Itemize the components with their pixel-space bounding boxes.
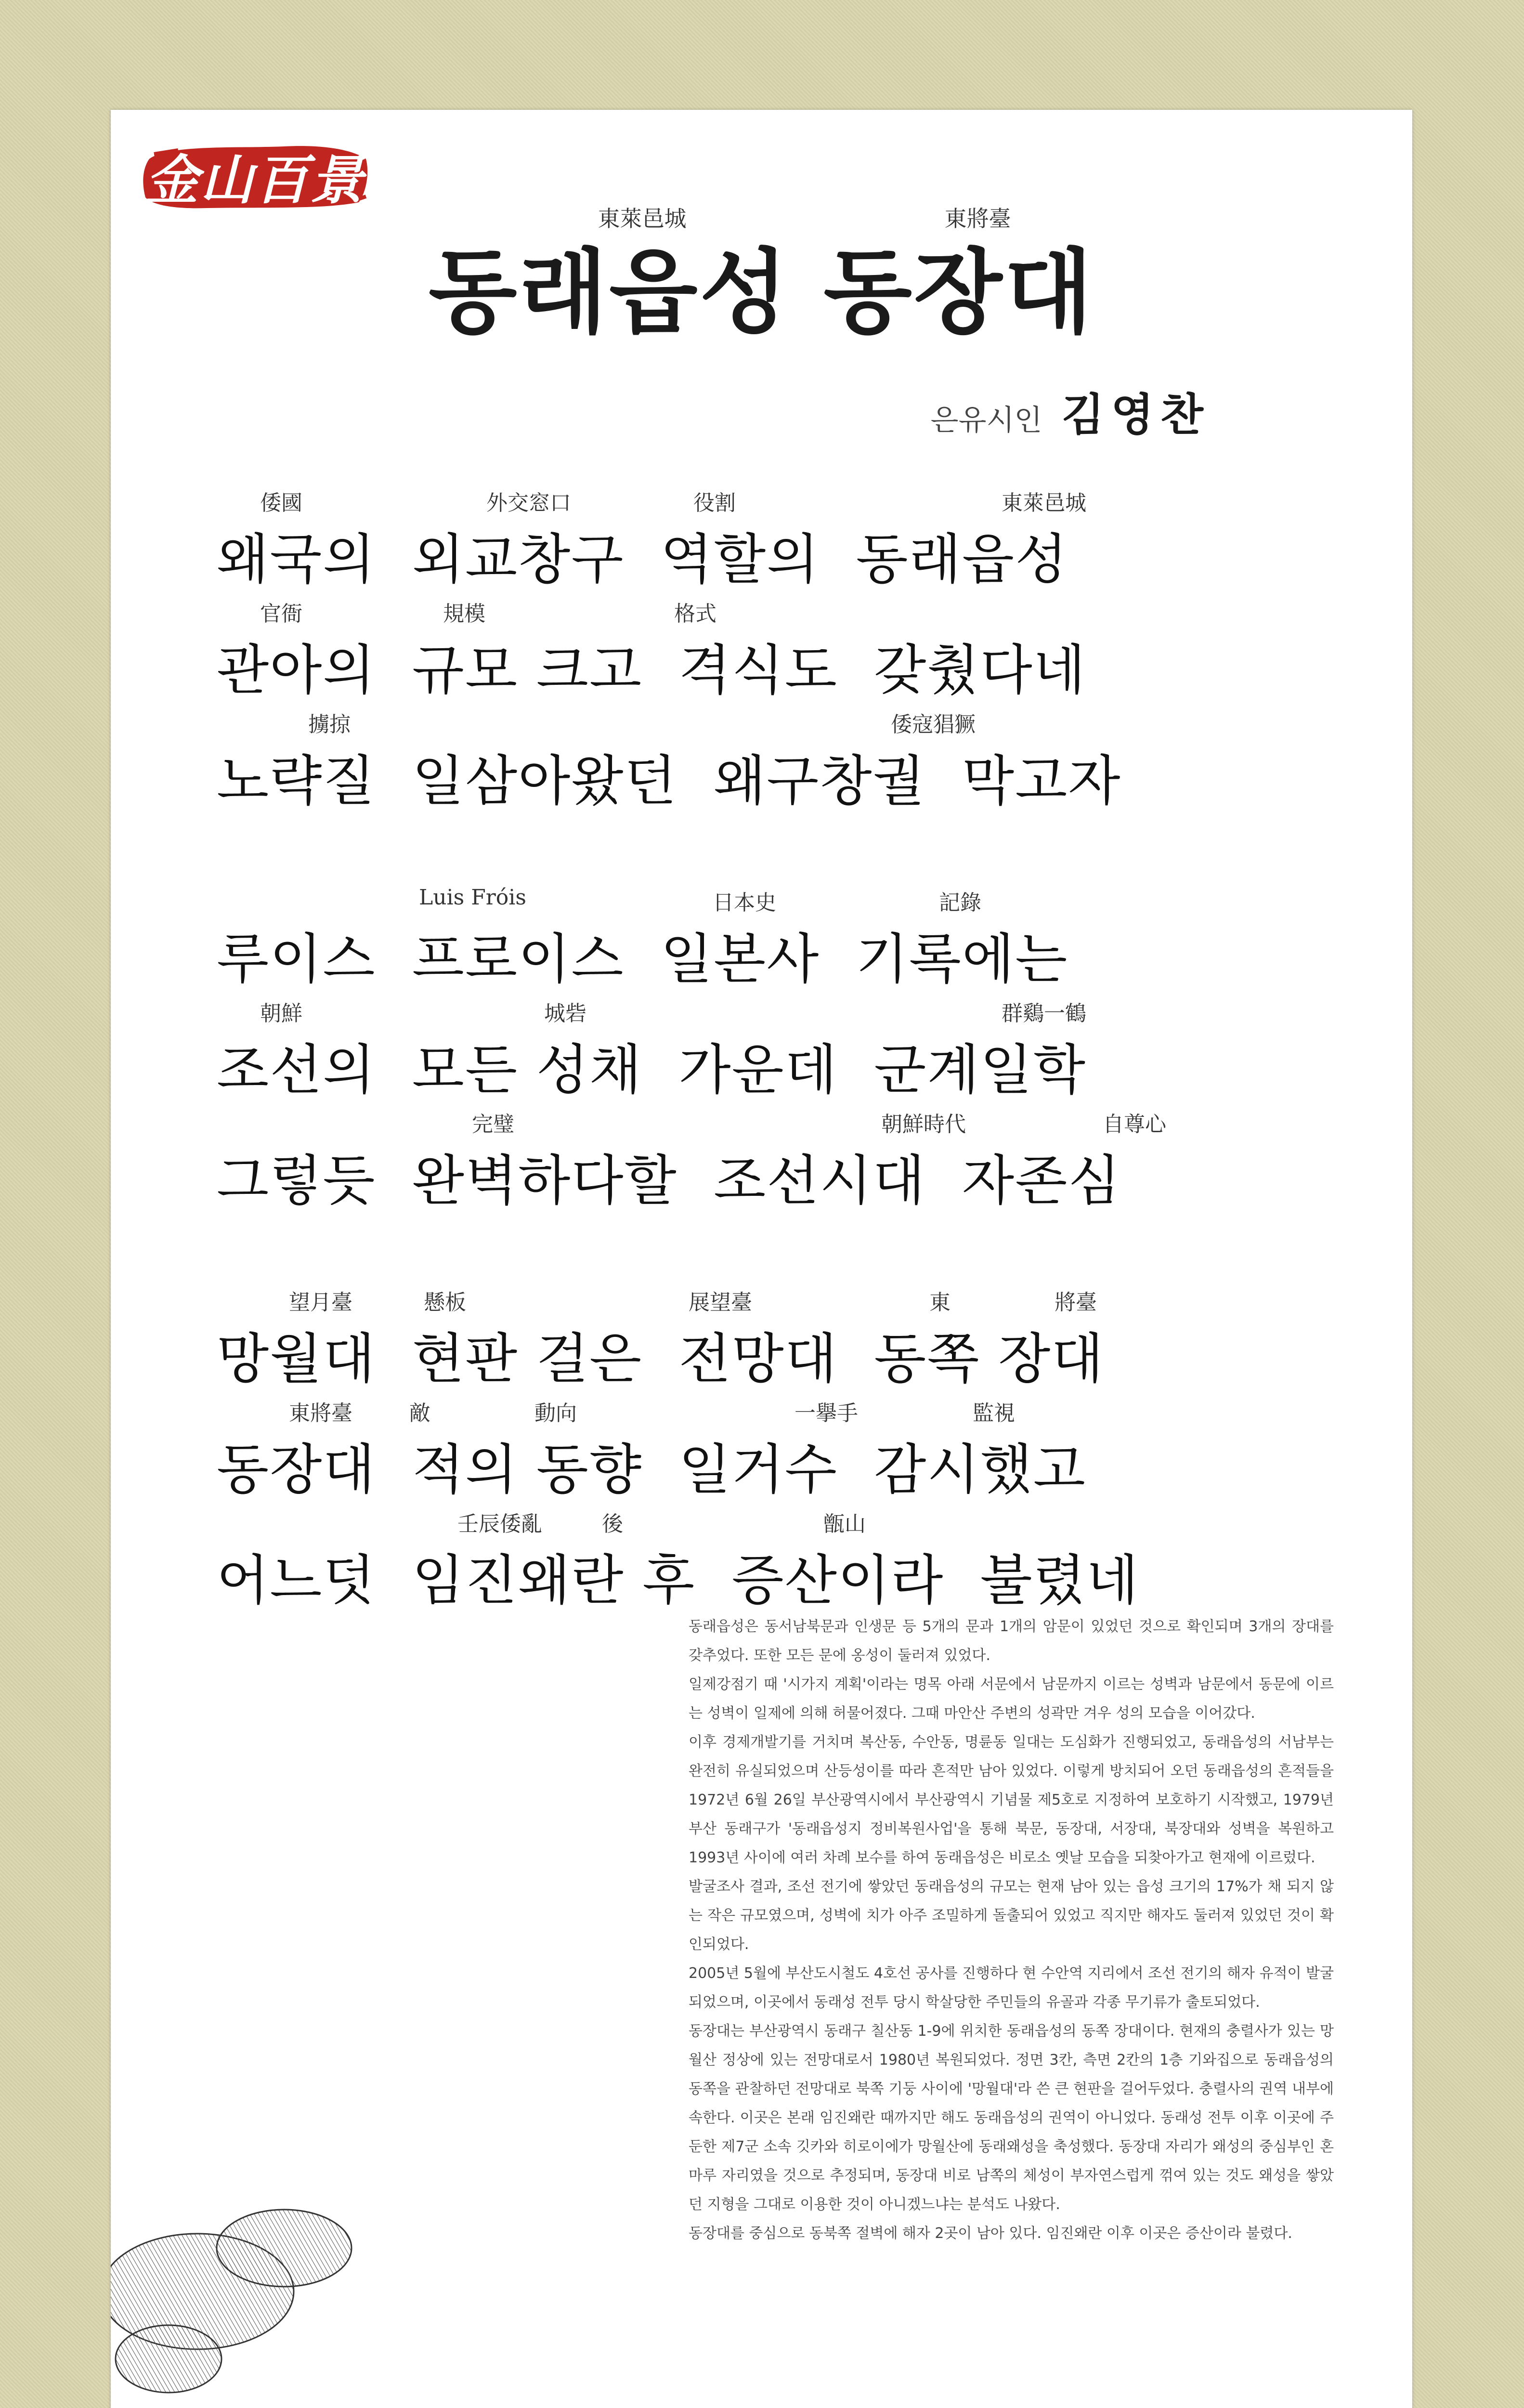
- author-line: [931, 380, 1210, 443]
- stanza: [217, 1275, 1324, 1612]
- poem-line-text: 그렇듯 완벽하다할 조선시대 자존심: [217, 1150, 1121, 1212]
- gloss: 將臺: [1055, 1290, 1097, 1315]
- gloss: 日本史: [713, 890, 776, 915]
- gloss: 倭寇猖獗: [891, 712, 976, 737]
- poem-line: [217, 1097, 1324, 1212]
- gloss: 監視: [973, 1401, 1015, 1426]
- gloss: 城砦: [544, 1001, 586, 1026]
- gloss: 望月臺: [289, 1290, 352, 1315]
- gloss: 甑山: [823, 1512, 866, 1536]
- paragraph: 이후 경제개발기를 거치며 복산동, 수안동, 명륜동 일대는 도심화가 진행되었고, 동래읍성의 서남부는 완전히 유실되었으며 산등성이를 따라 흔적만 남아 있었다. 이렇게 방치되어 오던 동래읍성의 흔적들을 1972년 6월 26일 부산광역시에서 부산광역시 기념물 제5호로 지정하여 보호하기 시작했고, 1979년 부산 동래구가 '동래읍성지 정비복원사업'을 통해 북문, 동장대, 서장대, 북장대와 성벽을 복원하고 1993년 사이에 여러 차례 보수를 하여 동래읍성은 비로소 옛날 모습을 되찾아가고 현재에 이르렀다.: [689, 1734, 1334, 1866]
- gloss: 完璧: [472, 1112, 514, 1137]
- gloss: 外交窓口: [486, 491, 571, 515]
- gloss: 展望臺: [689, 1290, 752, 1315]
- gloss: 倭國: [260, 491, 302, 515]
- paragraph: 동장대는 부산광역시 동래구 칠산동 1-9에 위치한 동래읍성의 동쪽 장대이다. 현재의 충렬사가 있는 망월산 정상에 있는 전망대로서 1980년 복원되었다. 정면 3칸, 측면 2칸의 1층 기와집으로 동래읍성의 동쪽을 관찰하던 전망대로 북쪽 기둥 사이에 '망월대'라 쓴 큰 현판을 걸어두었다. 충렬사의 권역 내부에 속한다. 이곳은 본래 임진왜란 때까지만 해도 동래읍성의 권역이 아니었다. 동래성 전투 이후 이곳에 주둔한 제7군 소속 깃카와 히로이에가 망월산에 동래왜성을 축성했다. 동장대 자리가 왜성의 중심부인 혼마루 자리였을 것으로 추정되며, 동장대 비로 남쪽의 체성이 부자연스럽게 꺾여 있는 것도 왜성을 쌓았던 지형을 그대로 이용한 것이 아니겠느냐는 분석도 나왔다.: [689, 2023, 1334, 2213]
- gloss: 東將臺: [289, 1401, 352, 1426]
- gloss: Luis Fróis: [419, 885, 526, 910]
- paragraph: 발굴조사 결과, 조선 전기에 쌓았던 동래읍성의 규모는 현재 남아 있는 읍성 크기의 17%가 채 되지 않는 작은 규모였으며, 성벽에 치가 아주 조밀하게 돌출되어 있었고 직지만 해자도 둘러져 있었던 것이 확인되었다.: [689, 1878, 1334, 1953]
- author-prefix: 은유시인: [930, 404, 1042, 437]
- title-hanja-right: 東將臺: [944, 206, 1011, 232]
- poem-line-text: 조선의 모든 성채 가운데 군계일학: [217, 1039, 1086, 1101]
- poem-line-text: 망월대 현판 걸은 전망대 동쪽 장대: [217, 1328, 1105, 1390]
- gloss: 自尊心: [1103, 1112, 1166, 1137]
- poster-panel: [111, 110, 1412, 2408]
- paragraph: 동장대를 중심으로 동북쪽 절벽에 해자 2곳이 남아 있다. 임진왜란 이후 이곳은 증산이라 불렸다.: [689, 2225, 1292, 2242]
- gloss: 東萊邑城: [1002, 491, 1086, 515]
- paragraph: 2005년 5월에 부산도시철도 4호선 공사를 진행하다 현 수안역 지리에서 조선 전기의 해자 유적이 발굴되었으며, 이곳에서 동래성 전투 당시 학살당한 주민들의 유골과 각종 무기류가 출토되었다.: [689, 1965, 1334, 2011]
- stanza: [217, 476, 1324, 812]
- description-text: [689, 1612, 1334, 2248]
- gloss: 敵: [409, 1401, 430, 1426]
- poem-line-text: 어느덧 임진왜란 후 증산이라 불렸네: [217, 1549, 1140, 1612]
- poem: [217, 476, 1324, 1675]
- title-block: [111, 201, 1412, 355]
- poem-line-text: 왜국의 외교창구 역할의 동래읍성: [217, 528, 1068, 591]
- gloss: 群鷄一鶴: [1002, 1001, 1086, 1026]
- gloss: 後: [602, 1512, 623, 1536]
- gloss: 東: [929, 1290, 951, 1315]
- pavilion-illustration: [111, 2205, 1412, 2408]
- page-title: 동래읍성 동장대: [429, 239, 1094, 346]
- gloss: 懸板: [424, 1290, 466, 1315]
- poem-line: [217, 986, 1324, 1101]
- poem-line: [217, 476, 1324, 591]
- paragraph: 동래읍성은 동서남북문과 인생문 등 5개의 문과 1개의 암문이 있었던 것으로 확인되며 3개의 장대를 갖추었다. 또한 모든 문에 옹성이 둘러져 있었다.: [689, 1618, 1334, 1664]
- gloss: 朝鮮: [260, 1001, 302, 1026]
- gloss: 壬辰倭亂: [457, 1512, 542, 1536]
- poem-line-text: 노략질 일삼아왔던 왜구창궐 막고자: [217, 750, 1121, 812]
- poem-line-text: 관아의 규모 크고 격식도 갖췄다네: [217, 639, 1086, 702]
- poem-line: [217, 1497, 1324, 1612]
- poem-line: [217, 587, 1324, 702]
- gloss: 記錄: [939, 890, 981, 915]
- poem-line: [217, 697, 1324, 812]
- paragraph: 일제강점기 때 '시가지 계획'이라는 명목 아래 서문에서 남문까지 이르는 성벽과 남문에서 동문에 이르는 성벽이 일제에 의해 허물어졌다. 그때 마안산 주변의 성곽만 겨우 성의 모습을 이어갔다.: [689, 1676, 1334, 1722]
- author-name: 김영찬: [1061, 389, 1210, 441]
- gloss: 格式: [674, 602, 716, 626]
- title-hanja-left: 東萊邑城: [598, 206, 687, 232]
- poem-line: [217, 1386, 1324, 1501]
- stanza: [217, 876, 1324, 1212]
- poem-line: [217, 876, 1324, 991]
- gloss: 一擧手: [795, 1401, 858, 1426]
- poem-line: [217, 1275, 1324, 1390]
- poem-line-text: 동장대 적의 동향 일거수 감시했고: [217, 1439, 1086, 1501]
- pavilion-drawing-icon: [111, 2205, 1412, 2408]
- gloss: 朝鮮時代: [881, 1112, 966, 1137]
- gloss: 役割: [693, 491, 736, 515]
- gloss: 規模: [443, 602, 485, 626]
- logo-text: 金山百景: [145, 149, 365, 211]
- gloss: 動向: [534, 1401, 577, 1426]
- gloss: 擄掠: [308, 712, 351, 737]
- poem-line-text: 루이스 프로이스 일본사 기록에는: [217, 928, 1068, 991]
- gloss: 官衙: [260, 602, 302, 626]
